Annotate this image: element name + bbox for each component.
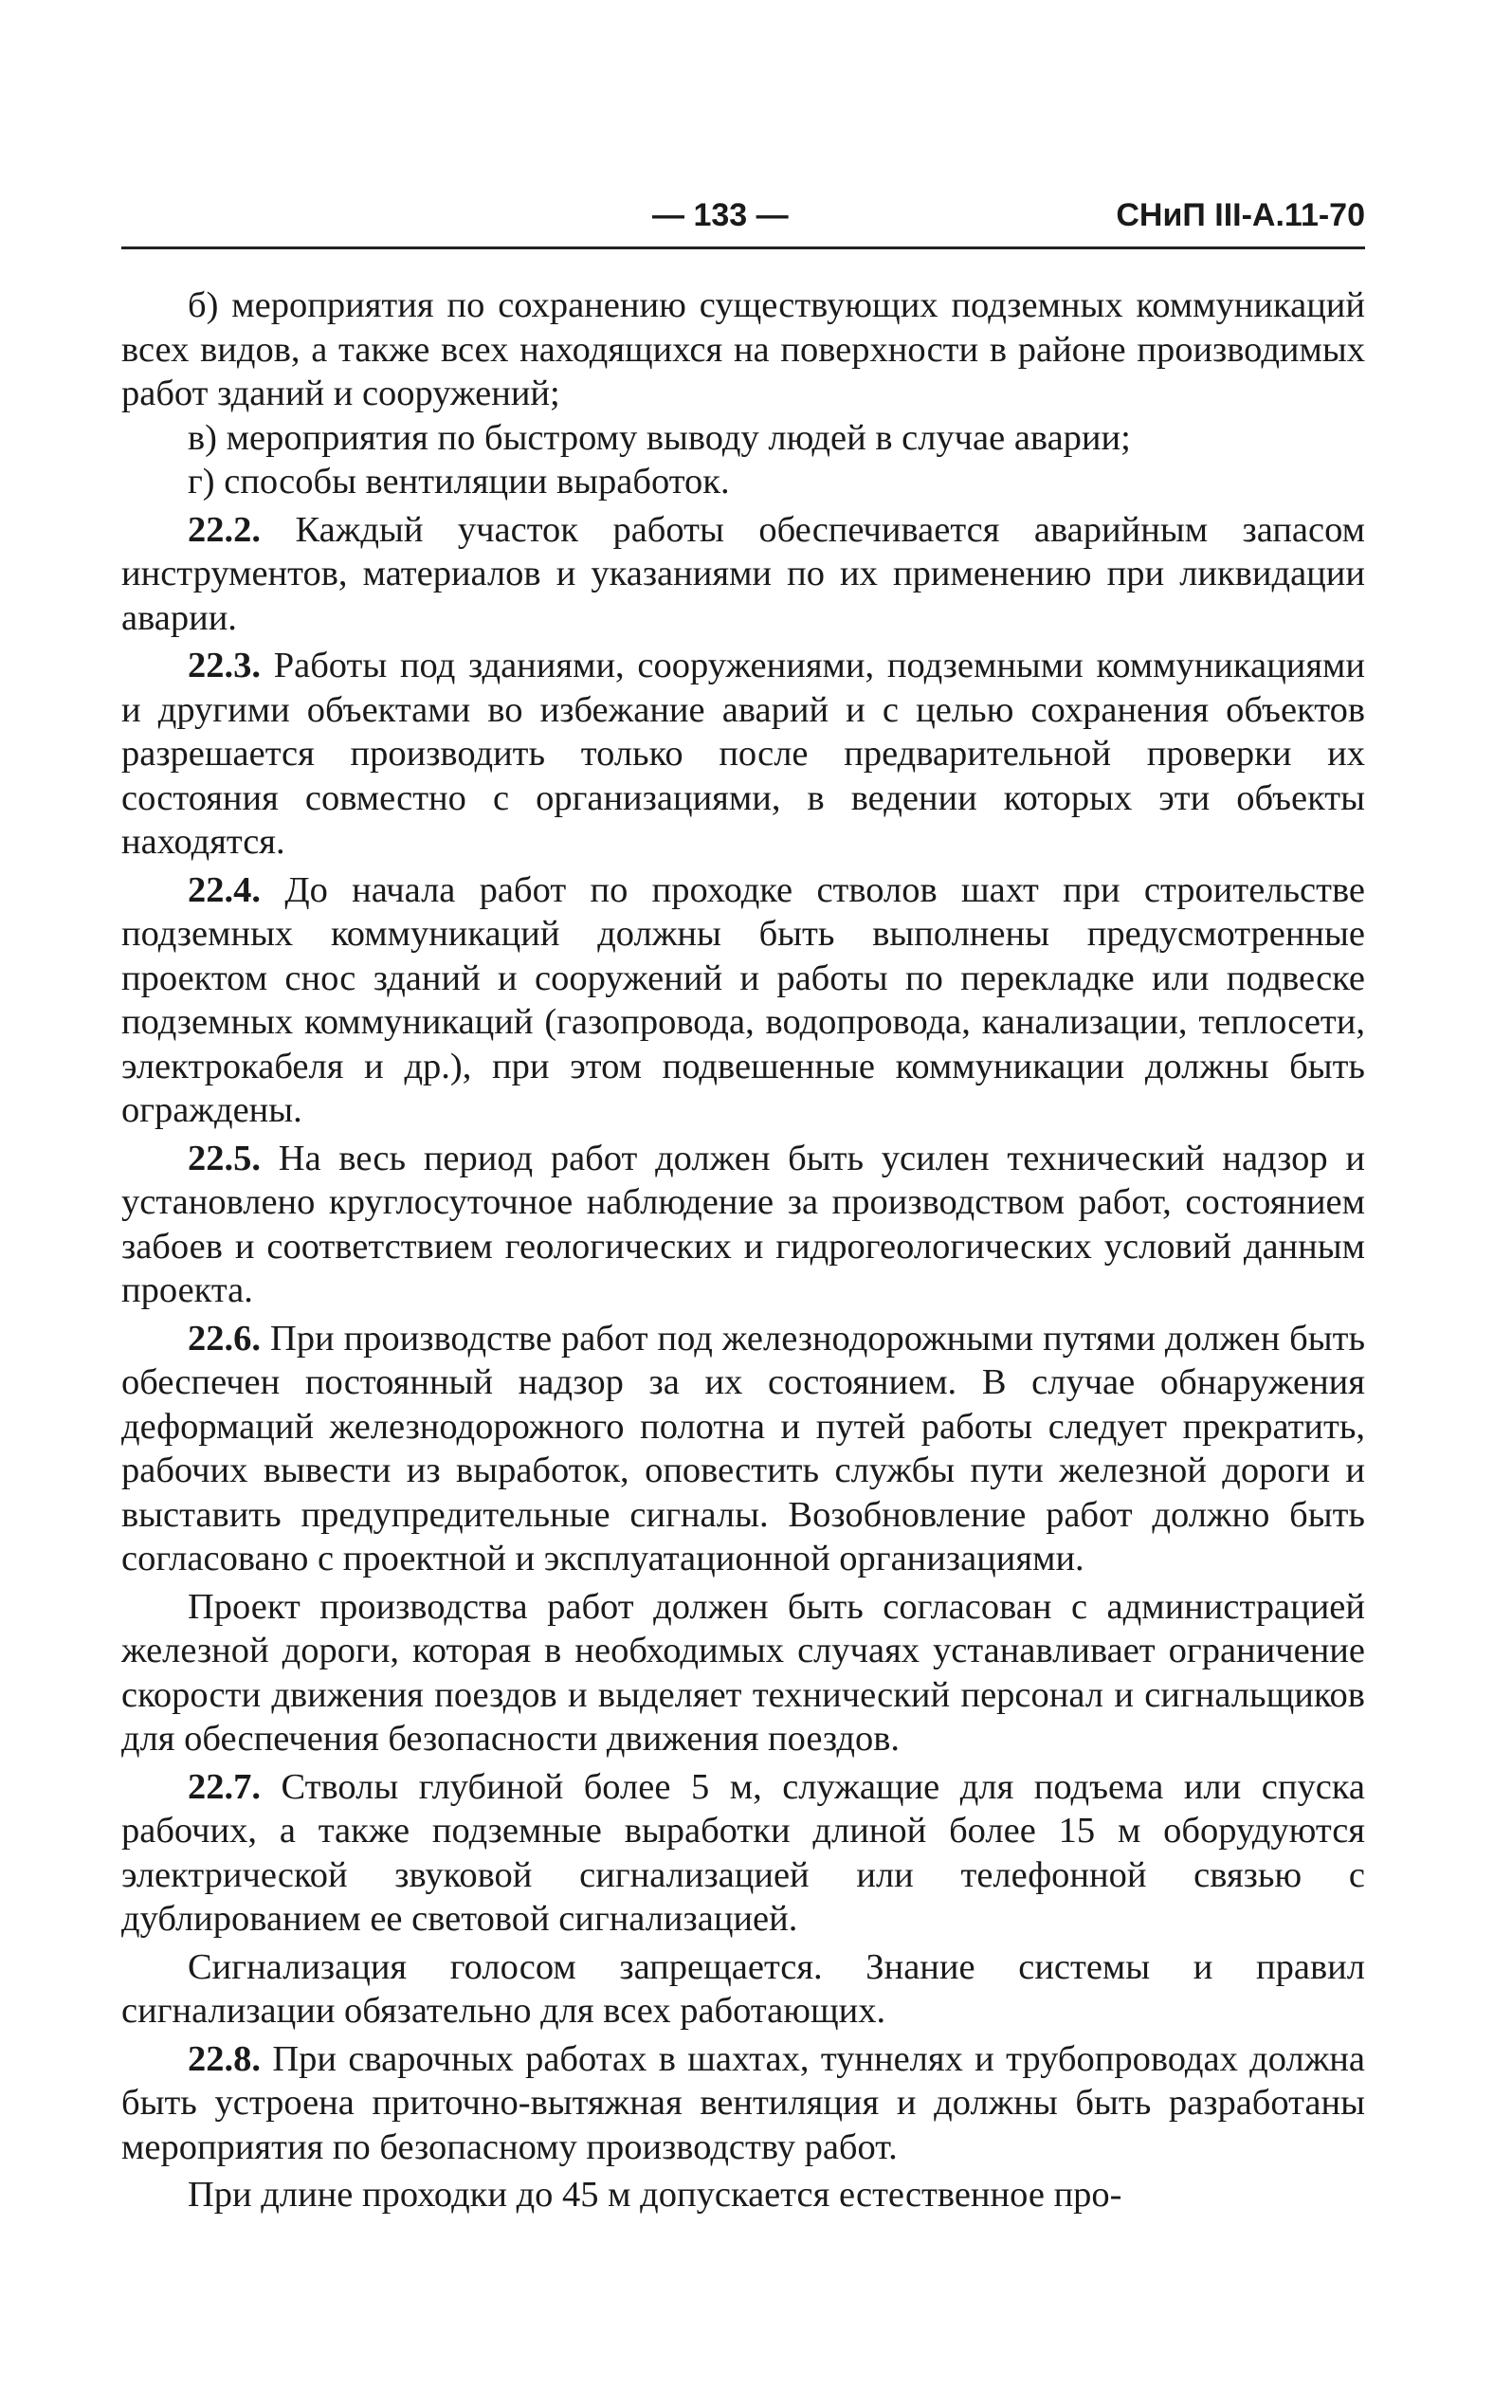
clause-number: 22.6. [188, 1318, 261, 1359]
document-page [121, 190, 1365, 2217]
clause-number: 22.4. [188, 869, 261, 910]
page-number: — 133 — [652, 197, 789, 233]
clause-number: 22.8. [188, 2038, 261, 2079]
clause-number: 22.5. [188, 1138, 261, 1178]
clause-number: 22.3. [188, 646, 261, 685]
paragraph-22-6-project: Проект производства работ должен быть согласован с администрацией железной дороги, которая в необходимых случаях устанавливает ограничение скорости движения поездов и выделяет технический персонал и сигнальщиков для обеспечения безопасности движения поездов. [121, 1586, 1365, 1759]
paragraph-22-8-length: При длине проходки до 45 м допускается естественное про- [188, 2175, 1122, 2215]
paragraph-22-3: 22.3. Работы под зданиями, сооружениями, подземными коммуникациями и другими объектами во избежание аварий и с целью сохранения объектов разрешается производить только после предварительной проверки их состояния совместно с организациями, в ведении которых эти объекты находятся. [121, 646, 1366, 862]
paragraph-22-7: 22.7. Стволы глубиной более 5 м, служащие для подъема или спуска рабочих, а также подземные выработки длиной более 15 м оборудуются электрической звуковой сигнализацией или телефонной связью с дублированием ее световой сигнализацией. [121, 1766, 1365, 1939]
paragraph-22-7-signal: Сигнализация голосом запрещается. Знание системы и правил сигнализации обязательно для всех работающих. [121, 1946, 1365, 2031]
page-header [121, 190, 1365, 249]
document-code: СНиП III-А.11-70 [1116, 197, 1365, 233]
paragraph-b: б) мероприятия по сохранению существующих подземных коммуникаций всех видов, а также всех находящихся на поверхности в районе производимых работ зданий и сооружений; [121, 285, 1365, 413]
paragraph-v: в) мероприятия по быстрому выводу людей в случае аварии; [188, 417, 1131, 458]
paragraph-22-5: 22.5. На весь период работ должен быть усилен технический надзор и установлено круглосуточное наблюдение за производством работ, состоянием забоев и соответствием геологических и гидрогеологических условий данным проекта. [121, 1138, 1365, 1310]
paragraph-22-6: 22.6. При производстве работ под железнодорожными путями должен быть обеспечен постоянный надзор за их состоянием. В случае обнаружения деформаций железнодорожного полотна и путей работы следует прекратить, рабочих вывести из выработок, оповестить службы пути железной дороги и выставить предупредительные сигналы. Возобновление работ должно быть согласовано с проектной и эксплуатационной организациями. [121, 1318, 1365, 1578]
body-text [121, 283, 1365, 2217]
clause-number: 22.7. [188, 1766, 261, 1807]
clause-number: 22.2. [188, 509, 261, 550]
paragraph-22-2: 22.2. Каждый участок работы обеспечивается аварийным запасом инструментов, материалов и указаниями по их применению при ликвидации аварии. [121, 509, 1365, 638]
paragraph-22-8: 22.8. При сварочных работах в шахтах, туннелях и трубопроводах должна быть устроена приточно-вытяжная вентиляция и должны быть разработаны мероприятия по безопасному производству работ. [121, 2038, 1365, 2167]
paragraph-g: г) способы вентиляции выработок. [188, 462, 730, 502]
paragraph-22-4: 22.4. До начала работ по проходке стволов шахт при строительстве подземных коммуникаций должны быть выполнены предусмотренные проектом снос зданий и сооружений и работы по перекладке или подвеске подземных коммуникаций (газопровода, водопровода, канализации, теплосети, электрокабеля и др.), при этом подвешенные коммуникации должны быть ограждены. [121, 869, 1366, 1130]
